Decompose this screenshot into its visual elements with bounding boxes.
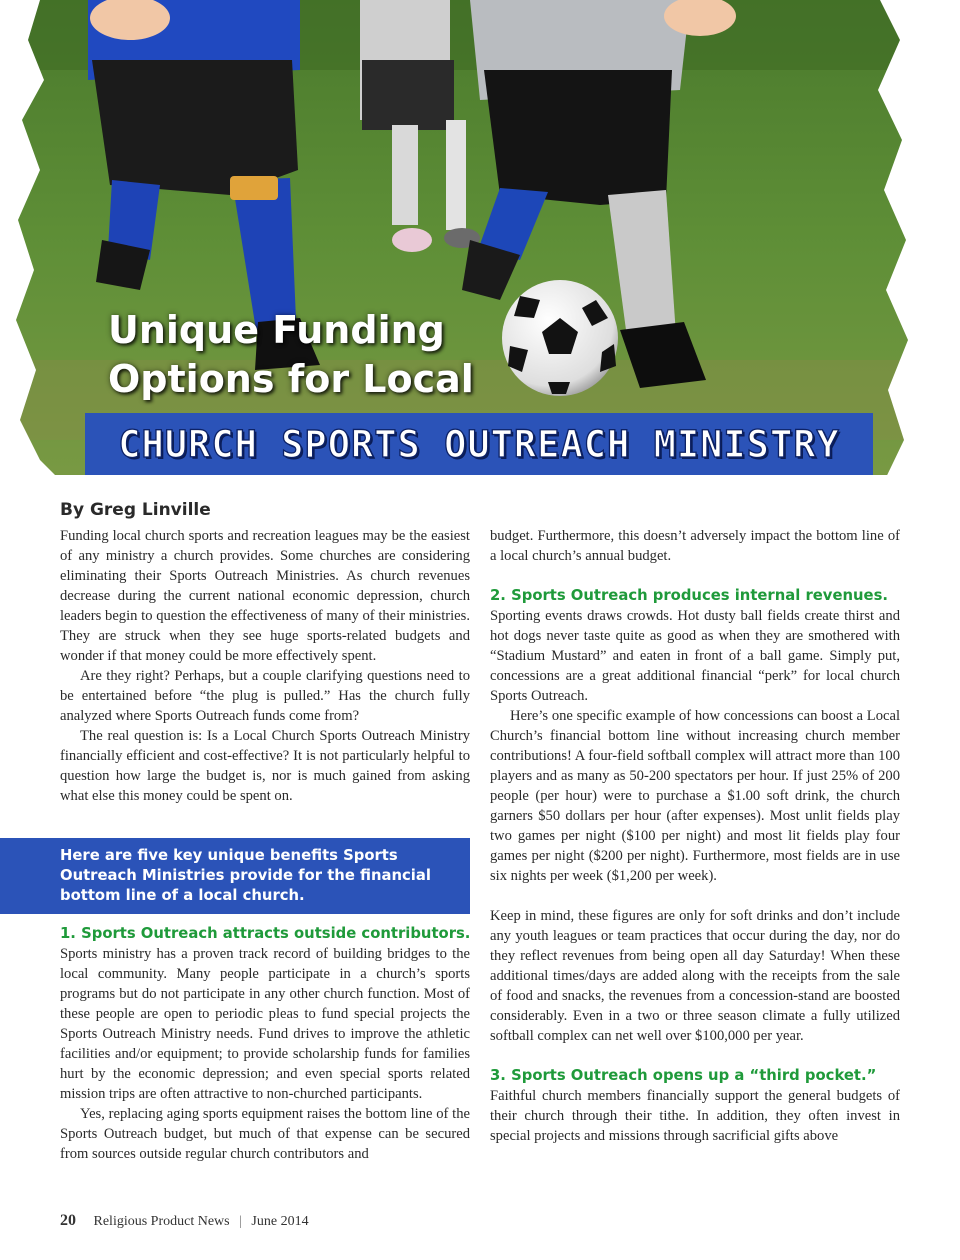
subheading-3: 3. Sports Outreach opens up a “third pocket.” bbox=[490, 1067, 877, 1084]
issue-date: June 2014 bbox=[251, 1214, 309, 1229]
headline-banner bbox=[85, 413, 873, 475]
paragraph: Funding local church sports and recreation leagues may be the easiest of any ministry a church provides. Some churches are considering eliminating their Sports Outreach Ministries. As church revenues decrease during the current national economic depression, church leaders begin to question the effectiveness of many of their ministries. They are struck when they see huge sports-related budgets and wonder if that money could be more effectively spent. bbox=[60, 528, 470, 664]
left-column bbox=[60, 526, 470, 806]
paragraph: Yes, replacing aging sports equipment raises the bottom line of the Sports Outreach budget, but much of that expense can be secured from sources outside regular church contributors and bbox=[60, 1106, 470, 1162]
headline-line-1: Unique Funding bbox=[108, 308, 445, 352]
page-footer bbox=[60, 1212, 309, 1230]
paragraph: The real question is: Is a Local Church Sports Outreach Ministry financially efficient and cost-effective? It is not particularly helpful to question how large the budget is, nor is much gained from asking what else this money could be spent on. bbox=[60, 728, 470, 804]
magazine-name: Religious Product News bbox=[93, 1214, 230, 1229]
paragraph: Sporting events draws crowds. Hot dusty ball fields create thirst and hot dogs never taste quite as good as when they are smothered with “Stadium Mustard” and eaten in front of a ball game. Simply put, concessions are a great additional financial “perk” for local church Sports Outreach. bbox=[490, 608, 900, 704]
paragraph: Keep in mind, these figures are only for soft drinks and don’t include any youth leagues or team practices that occur during the day, nor do they reflect revenues from being open all day Saturday! When these additional times/days are added along with the receipts from the sale of food and snacks, the revenues from a concession-stand are boosted considerably. Even in a two or three season climate a fully utilized softball complex can net well over $100,000 per year. bbox=[490, 908, 900, 1044]
left-column-lower bbox=[60, 924, 470, 1164]
subheading-2: 2. Sports Outreach produces internal revenues. bbox=[490, 587, 889, 604]
paragraph: budget. Furthermore, this doesn’t adversely impact the bottom line of a local church’s annual budget. bbox=[490, 528, 900, 564]
paragraph: Here’s one specific example of how concessions can boost a Local Church’s financial bottom line without increasing church member contributions! A four-field softball complex will attract more than 100 players and as many as 50-200 spectators per hour. If just 25% of 200 people (per hour) were to purchase a $1.00 soft drink, the church garners $50 dollars per hour (after expenses). Most unlit fields play two games per night ($100 per night) and most lit fields play four games per night ($200 per night). Furthermore, most fields are in use six nights per week ($1,200 per week). bbox=[490, 708, 900, 884]
right-column bbox=[490, 526, 900, 1146]
callout-box bbox=[0, 838, 470, 914]
headline bbox=[108, 306, 474, 404]
paragraph: Faithful church members financially support the general budgets of their church through their tithe. In addition, they often invest in special projects and missions through sacrificial gifts above bbox=[490, 1088, 900, 1144]
footer-separator: | bbox=[239, 1214, 242, 1229]
callout-text: Here are five key unique benefits Sports Outreach Ministries provide for the financial bottom line of a local church. bbox=[60, 847, 431, 904]
paragraph: Are they right? Perhaps, but a couple clarifying questions need to be entertained before “the plug is pulled.” Has the church fully analyzed where Sports Outreach funds come from? bbox=[60, 668, 470, 724]
page-number: 20 bbox=[60, 1212, 76, 1229]
headline-line-2: Options for Local bbox=[108, 357, 474, 401]
subheading-1: 1. Sports Outreach attracts outside contributors. bbox=[60, 925, 471, 942]
paragraph: Sports ministry has a proven track record of building bridges to the local community. Many people participate in a church’s sports programs but do not participate in any other church function. Most of these people are open to periodic pleas to fund special projects the Sports Outreach Ministry needs. Fund drives to improve the athletic facilities and/or equipment; to provide scholarship funds for families hurt by the economic depression; and even special sports related mission trips are often attractive to non-churched participants. bbox=[60, 946, 470, 1102]
hero-photo bbox=[0, 0, 960, 490]
banner-text: CHURCH SPORTS OUTREACH MINISTRY bbox=[118, 422, 840, 466]
byline: By Greg Linville bbox=[60, 500, 211, 520]
